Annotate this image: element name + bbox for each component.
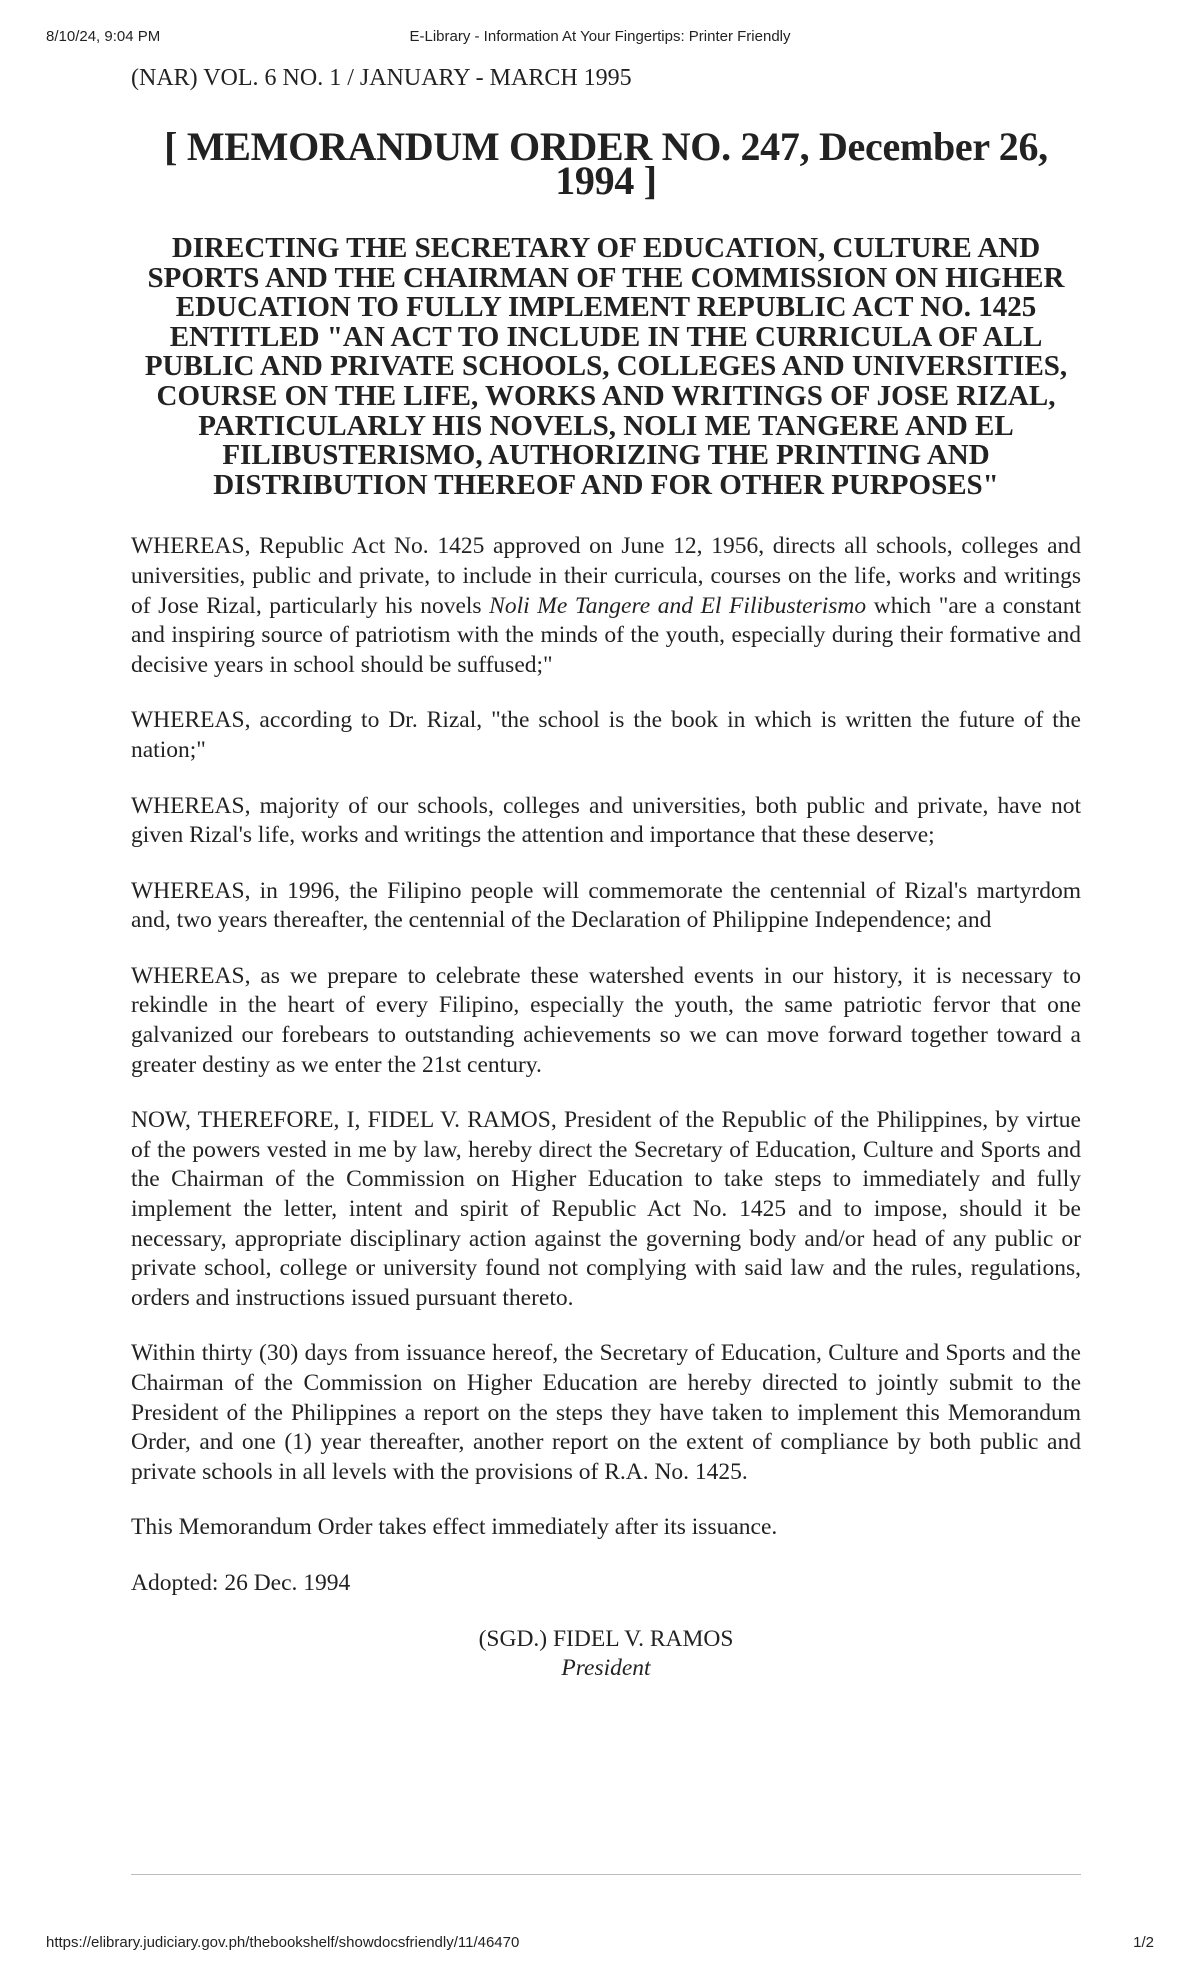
horizontal-divider: [131, 1874, 1081, 1875]
print-header: [46, 28, 1154, 48]
print-page-title: E-Library - Information At Your Fingertips: Printer Friendly: [409, 28, 791, 45]
signatory-name: (SGD.) FIDEL V. RAMOS: [478, 1625, 734, 1652]
print-url: https://elibrary.judiciary.gov.ph/thebookshelf/showdocsfriendly/11/46470: [46, 1934, 520, 1951]
reporting-paragraph: Within thirty (30) days from issuance hereof, the Secretary of Education, Culture and Sports and the Chairman of the Commission on Higher Education are hereby directed to jointly submit to the President of the Philippines a report on the steps they have taken to implement this Memorandum Order, and one (1) year thereafter, another report on the extent of compliance by both public and private schools in all levels with the provisions of R.A. No. 1425.: [131, 1340, 1081, 1485]
effectivity-paragraph: This Memorandum Order takes effect immediately after its issuance.: [131, 1514, 778, 1541]
order-subtitle: DIRECTING THE SECRETARY OF EDUCATION, CULTURE AND SPORTS AND THE CHAIRMAN OF THE COMMISSION ON HIGHER EDUCATION TO FULLY IMPLEMENT REPUBLIC ACT NO. 1425 ENTITLED "AN ACT TO INCLUDE IN THE CURRICULA OF ALL PUBLIC AND PRIVATE SCHOOLS, COLLEGES AND UNIVERSITIES, COURSE ON THE LIFE, WORKS AND WRITINGS OF JOSE RIZAL, PARTICULARLY HIS NOVELS, NOLI ME TANGERE AND EL FILIBUSTERISMO, AUTHORIZING THE PRINTING AND DISTRIBUTION THEREOF AND FOR OTHER PURPOSES": [144, 232, 1068, 501]
whereas-1-text-after: which "are a constant and inspiring source of patriotism with the minds of the youth, especially during their formative and decisive years in school should be suffused;": [131, 592, 1081, 678]
issue-reference: (NAR) VOL. 6 NO. 1 / JANUARY - MARCH 1995: [131, 65, 632, 91]
print-footer: [46, 1934, 1154, 1954]
signatory-position: President: [561, 1655, 651, 1682]
whereas-1-text-before: WHEREAS, Republic Act No. 1425 approved on June 12, 1956, directs all schools, colleges and universities, public and private, to include in their curricula, courses on the life, works and writings of Jose Rizal, particularly his novels: [131, 533, 1081, 619]
order-title: [ MEMORANDUM ORDER NO. 247, December 26, 1994 ]: [164, 124, 1048, 203]
whereas-paragraph-1: [131, 532, 1081, 680]
whereas-paragraph-4: WHEREAS, in 1996, the Filipino people will commemorate the centennial of Rizal's martyrdom and, two years thereafter, the centennial of the Declaration of Philippine Independence; and: [131, 877, 1081, 934]
whereas-paragraph-2: WHEREAS, according to Dr. Rizal, "the school is the book in which is written the future of the nation;": [131, 707, 1081, 763]
now-therefore-paragraph: NOW, THEREFORE, I, FIDEL V. RAMOS, President of the Republic of the Philippines, by virtue of the powers vested in me by law, hereby direct the Secretary of Education, Culture and Sports and the Chairman of the Commission on Higher Education to take steps to immediately and fully implement the letter, intent and spirit of Republic Act No. 1425 and to impose, should it be necessary, appropriate disciplinary action against the governing body and/or head of any public or private school, college or university found not complying with said law and the rules, regulations, orders and instructions issued pursuant thereto.: [131, 1107, 1081, 1311]
document-body: [131, 62, 1081, 1684]
whereas-paragraph-5: WHEREAS, as we prepare to celebrate these watershed events in our history, it is necessary to rekindle in the heart of every Filipino, especially the youth, the same patriotic fervor that one galvanized our forebears to outstanding achievements so we can move forward together toward a greater destiny as we enter the 21st century.: [131, 962, 1081, 1078]
signature-block: [131, 1625, 1081, 1684]
print-page-number: 1/2: [1133, 1934, 1154, 1951]
novel-titles: Noli Me Tangere and El Filibusterismo: [489, 592, 867, 619]
whereas-paragraph-3: WHEREAS, majority of our schools, colleges and universities, both public and private, have not given Rizal's life, works and writings the attention and importance that these deserve;: [131, 792, 1081, 849]
print-datetime: 8/10/24, 9:04 PM: [46, 28, 161, 45]
adopted-date: Adopted: 26 Dec. 1994: [131, 1569, 351, 1596]
